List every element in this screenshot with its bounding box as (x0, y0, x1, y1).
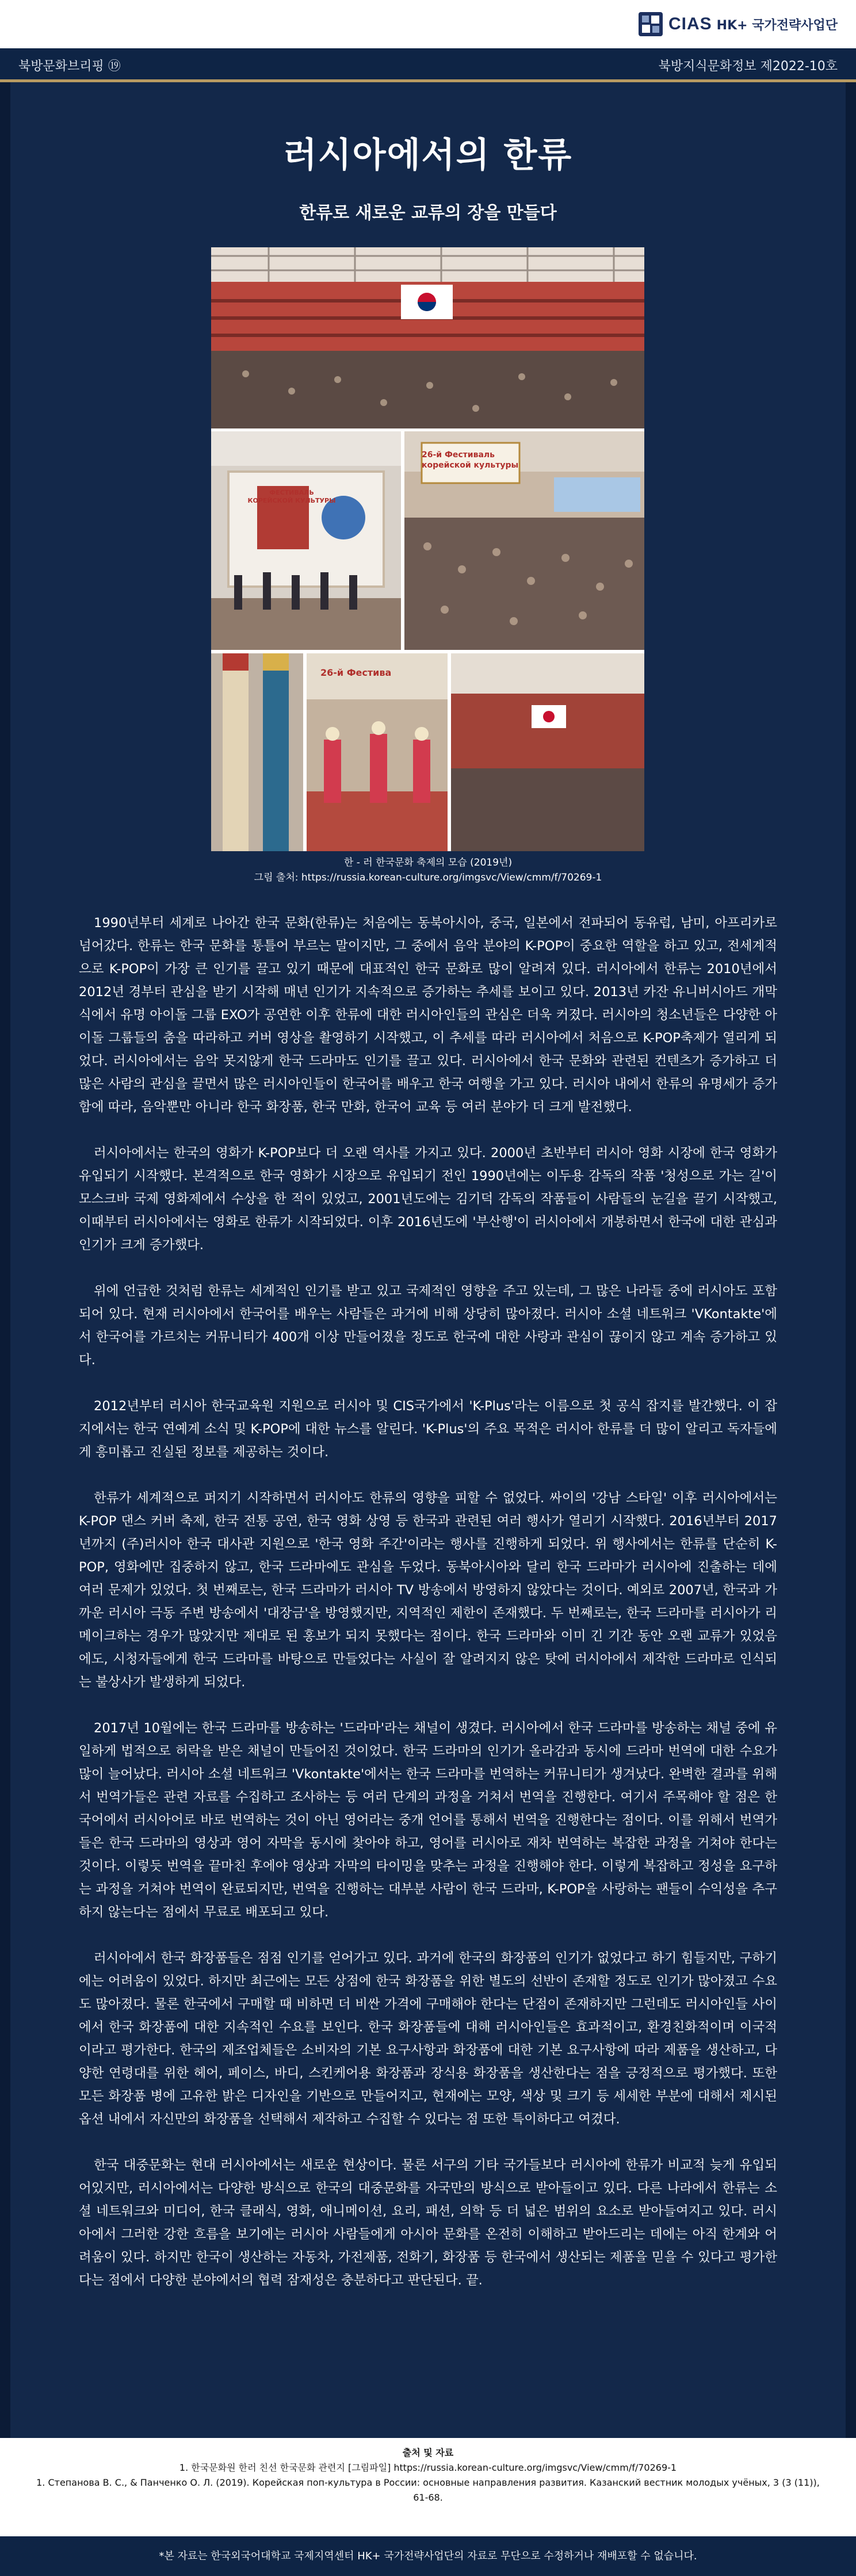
source-ref-1: 1. 한국문화원 한러 친선 한국문화 관련지 [그림파일] https://russia.korean-culture.org/imgsvc/View/cmm/f/70269-1 (179, 2462, 677, 2473)
source-ref-2: 1. Степанова В. С., & Панченко О. Л. (2019). Корейская поп-культура в России: основные направления развития. Казанский вестник молодых учёных, 3 (3 (11)), (36, 2477, 820, 2488)
cias-logo-mark-icon (637, 11, 664, 37)
sources-heading: 출처 및 자료 (402, 2447, 454, 2458)
arena-event-photo (451, 653, 644, 851)
festival-banner-text-2: 26-й Фестива (320, 667, 392, 678)
top-bar (0, 0, 856, 46)
logo-subtitle: HK+ 국가전략사업단 (716, 18, 838, 33)
briefing-series-label: 북방문화브리핑 ⑲ (18, 59, 121, 74)
festival-banner-text: 26-й Фестиваль корейской культуры (422, 450, 519, 470)
article-paragraph: 2017년 10월에는 한국 드라마를 방송하는 '드라마'라는 채널이 생겼다. 러시아에서 한국 드라마를 방송하는 채널 중에 유일하게 법적으로 허락을 받은 채널이 만들어진 것이었다. 한국 드라마의 인기가 올라감과 동시에 드라마 번역에 대한 수요가 많이 늘어났다. 러시아 소셜 네트워크 'Vkontakte'에서는 한국 드라마를 번역하는 커뮤니티가 생겨났다. 완벽한 결과를 위해서 번역가들은 관련 자료를 수집하고 조사하는 등 여러 단계의 과정을 거쳐서 번역을 진행한다. 여기서 주목해야 할 점은 한국어에서 러시아어로 바로 번역하는 것이 아닌 영어라는 중개 언어를 통해서 번역을 진행한다는 점이다. 이를 위해서 번역가들은 한국 드라마의 영상과 영어 자막을 동시에 찾아야 하고, 영어를 러시아로 재차 번역하는 복잡한 과정을 거쳐야 한다는 것이다. 이렇듯 번역을 끝마친 후에야 영상과 자막의 타이밍을 맞추는 과정을 진행해야 한다. 이렇게 복잡하고 정성을 요구하는 과정을 거쳐야 번역이 완료되지만, 번역을 진행하는 대부분 사람이 한국 드라마, K-POP을 사랑하는 팬들이 수익성을 추구하지 않는다는 점에서 무료로 배포되고 있다. (79, 1721, 777, 1920)
article-paragraph: 한국 대중문화는 현대 러시아에서는 새로운 현상이다. 물론 서구의 기타 국가들보다 러시아에 한류가 비교적 늦게 유입되어있지만, 러시아에서는 다양한 방식으로 한국의 대중문화를 자국만의 방식으로 받아들이고 있다. 다른 나라에서 한류는 소셜 네트워크와 미디어, 한국 클래식, 영화, 애니메이션, 요리, 패션, 의학 등 더 넓은 범위의 요소로 받아들여지고 있다. 러시아에서 그러한 강한 흐름을 보기에는 러시아 사람들에게 아시아 문화를 온전히 이해하고 받아드리는 데에는 아직 한계와 어려움이 있다. 하지만 한국이 생산하는 자동차, 가전제품, 전화기, 화장품 등 한국에서 생산되는 제품을 믿을 수 있다고 평가한다는 점에서 다양한 분야에서의 협력 잠재성은 충분하다고 판단된다. 끝. (79, 2158, 777, 2288)
article-paragraph: 위에 언급한 것처럼 한류는 세계적인 인기를 받고 있고 국제적인 영향을 주고 있는데, 그 많은 나라들 중에 러시아도 포함되어 있다. 현재 러시아에서 한국어를 배우는 사람들은 과거에 비해 상당히 많아졌다. 러시아 소셜 네트워크 'VKontakte'에서 한국어를 가르치는 커뮤니티가 400개 이상 만들어졌을 정도로 한국에 대한 사랑과 관심이 끊이지 않고 계속 증가하고 있다. (79, 1284, 777, 1368)
article-body (79, 912, 777, 2315)
right-margin-band (846, 82, 856, 2438)
briefing-info-bar (0, 48, 856, 79)
article-paragraph: 1990년부터 세계로 나아간 한국 문화(한류)는 처음에는 동북아시아, 중국, 일본에서 전파되어 동유럽, 남미, 아프리카로 넘어갔다. 한류는 한국 문화를 통틀어 부르는 말이지만, 그 중에서 음악 분야의 K-POP이 중요한 역할을 하고 있고, 전세계적으로 K-POP이 가장 큰 인기를 끌고 있기 때문에 대표적인 한국 문화로 많이 알려져 있다. 러시아에서 한류는 2010년에서 2012년 경부터 관심을 받기 시작해 매년 인기가 지속적으로 증가하는 추세를 보이고 있다. 2013년 카잔 유니버시아드 개막식에서 유명 아이돌 그룹 EXO가 공연한 이후 한류에 대한 러시아인들의 관심은 더욱 커졌다. 러시아의 청소년들은 다양한 아이돌 그룹들의 춤을 따라하고 커버 영상을 촬영하기 시작했고, 이 추세를 따라 러시아에서 처음으로 K-POP축제가 열리게 되었다. 러시아에서는 음악 못지않게 한국 드라마도 인기를 끌고 있다. 러시아에서 한국 문화와 관련된 컨텐츠가 증가하고 더 많은 사람의 관심을 끌면서 많은 러시아인들이 한국어를 배우고 한국 여행을 가고 있다. 러시아 내에서 한류의 유명세가 증가함에 따라, 음악뿐만 아니라 한국 화장품, 한국 만화, 한국어 교육 등 여러 분야가 더 크게 발전했다. (79, 916, 777, 1115)
photo-caption-title: 한 - 러 한국문화 축제의 모습 (2019년) (343, 857, 513, 868)
article-paragraph: 2012년부터 러시아 한국교육원 지원으로 러시아 및 CIS국가에서 'K-Plus'라는 이름으로 첫 공식 잡지를 발간했다. 이 잡지에서는 한국 연예계 소식 및 K-POP에 대한 뉴스를 알린다. 'K-Plus'의 주요 목적은 러시아 한류를 더 많이 알리고 독자들에게 흥미롭고 진실된 정보를 제공하는 것이다. (79, 1399, 777, 1460)
article-paragraph: 러시아에서 한국 화장품들은 점점 인기를 얻어가고 있다. 과거에 한국의 화장품의 인기가 없었다고 하기 힘들지만, 구하기에는 어려움이 있었다. 하지만 최근에는 모든 상점에 한국 화장품을 위한 별도의 선반이 존재할 정도로 인기가 많아졌고 수요도 많아졌다. 물론 한국에서 구매할 때 비하면 더 비싼 가격에 구매해야 한다는 단점이 존재하지만 그런데도 러시아인들 사이에서 한국 화장품에 대한 지속적인 수요를 보인다. 한국 화장품들에 대해 러시아인들은 효과적이고, 환경친화적이며 이국적이라고 평가한다. 한국의 제조업체들은 소비자의 기본 요구사항과 화장품에 대한 기본 요구사항에 따라 제품을 생산하고, 다양한 연령대를 위한 헤어, 페이스, 바디, 스킨케어용 화장품과 장식용 화장품을 생산한다는 점을 긍정적으로 평가했다. 또한 모든 화장품 병에 고유한 밝은 디자인을 기반으로 만들어지고, 현재에는 모양, 색상 및 크기 등 세세한 부분에 대해서 제시된 옵션 내에서 자신만의 화장품을 선택해서 제작하고 수집할 수 있다는 점 또한 특이하다고 여겼다. (79, 1951, 777, 2127)
article-paragraph: 한류가 세계적으로 퍼지기 시작하면서 러시아도 한류의 영향을 피할 수 없었다. 싸이의 '강남 스타일' 이후 러시아에서는 K-POP 댄스 커버 축제, 한국 전통 공연, 한국 영화 상영 등 한국과 관련된 여러 행사가 열리기 시작했다. 2016년부터 2017년까지 (주)러시아 한국 대사관 지원으로 '한국 영화 주간'이라는 행사를 진행하게 되었다. 위 행사에서는 한류를 단순히 K-POP, 영화에만 집중하지 않고, 한국 드라마에도 관심을 두었다. 동북아시아와 달리 한국 드라마가 러시아에 진출하는 데에 여러 문제가 있었다. 첫 번째로는, 한국 드라마가 러시아 TV 방송에서 방영하지 않았다는 것이다. 예외로 2007년, 한국과 가까운 러시아 극동 주변 방송에서 '대장금'을 방영했지만, 지역적인 제한이 존재했다. 두 번째로는, 한국 드라마를 러시아가 리메이크하는 경우가 많았지만 제대로 된 홍보가 되지 못했다는 점이다. 한국 드라마와 이미 긴 기간 동안 오랜 교류가 있었음에도, 시청자들에게 한국 드라마를 바탕으로 만들었다는 사실이 잘 알려지지 않은 탓에 러시아에서 제작한 드라마로 인식되는 불상사가 발생하게 되었다. (79, 1491, 777, 1690)
logo-text: CIAS (668, 14, 712, 33)
page-title: 러시아에서의 한류 (283, 135, 573, 175)
copyright-footer (0, 2536, 856, 2576)
left-margin-band (0, 82, 10, 2438)
photo-caption (0, 855, 856, 885)
stage-performance-photo (211, 431, 401, 650)
article-paragraph: 러시아에서는 한국의 영화가 K-POP보다 더 오랜 역사를 가지고 있다. 2000년 초반부터 러시아 영화 시장에 한국 영화가 유입되기 시작했다. 본격적으로 한국 영화가 시장으로 유입되기 전인 1990년에는 이두용 감독의 작품 '청성으로 가는 길'이 모스크바 국제 영화제에서 수상을 한 적이 있었고, 2001년도에는 김기덕 감독의 작품들이 사람들의 눈길을 끌기 시작했고, 이때부터 러시아에서는 영화로 한류가 시작되었다. 이후 2016년도에 '부산행'이 러시아에서 개봉하면서 한국에 대한 관심과 인기가 크게 증가했다. (79, 1146, 777, 1253)
cias-logo[interactable] (637, 10, 838, 38)
arena-crowd-photo (211, 247, 644, 428)
stage-banner-text: ФЕСТИВАЛЬ КОРЕЙСКОЙ КУЛЬТУРЫ (247, 489, 336, 504)
vertical-banners-photo (211, 653, 303, 851)
photo-caption-source: 그림 출처: https://russia.korean-culture.org/imgsvc/View/cmm/f/70269-1 (254, 872, 602, 883)
festival-photo-collage (211, 247, 644, 851)
sources-section (0, 2439, 856, 2531)
copyright-notice: *본 자료는 한국외국어대학교 국제지역센터 HK+ 국가전략사업단의 자료로 무단으로 수정하거나 재배포할 수 없습니다. (159, 2550, 697, 2562)
traditional-performers-photo (307, 653, 448, 851)
source-ref-2-pages: 61-68. (413, 2492, 443, 2503)
page-subtitle: 한류로 새로운 교류의 장을 만들다 (299, 203, 557, 223)
issue-number-label: 북방지식문화정보 제2022-10호 (658, 59, 838, 74)
